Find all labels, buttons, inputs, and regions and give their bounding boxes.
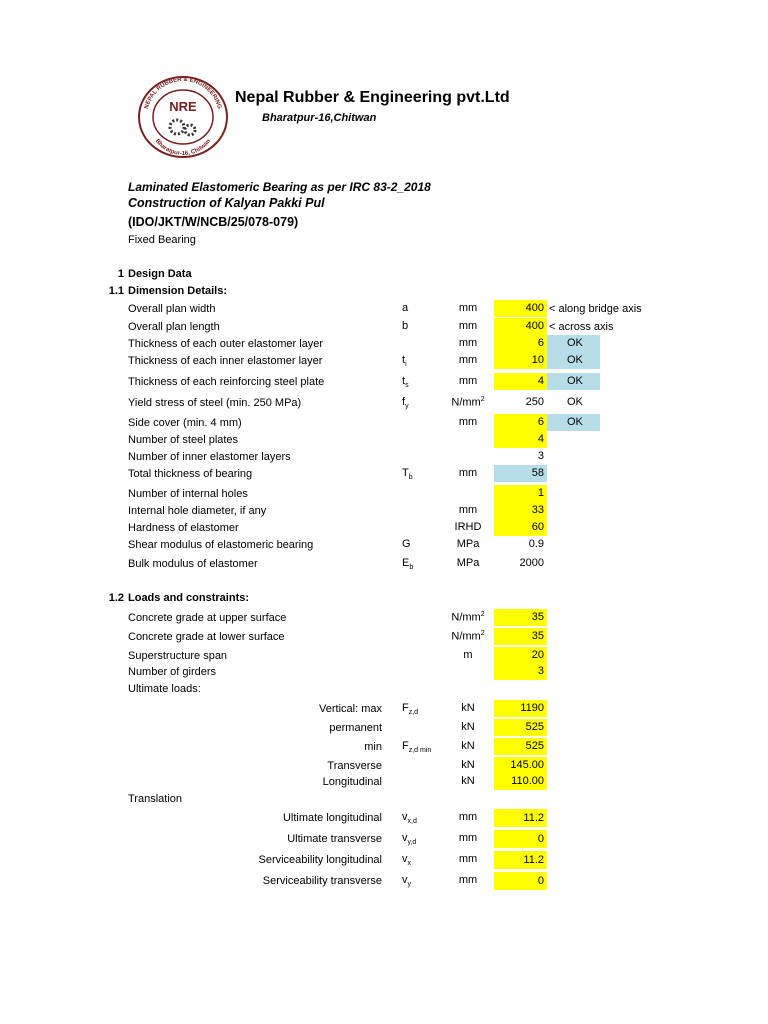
- row-label: Shear modulus of elastomeric bearing: [128, 539, 314, 551]
- dimension-row: [0, 394, 768, 411]
- bearing-type: Fixed Bearing: [128, 234, 196, 246]
- row-value[interactable]: 2000: [519, 557, 544, 569]
- row-value[interactable]: 33: [494, 502, 547, 519]
- unit: [446, 504, 490, 516]
- row-value[interactable]: 525: [494, 719, 547, 736]
- row-value[interactable]: 58: [494, 465, 547, 482]
- unit-text: mm: [458, 354, 478, 366]
- row-label: Superstructure span: [128, 650, 228, 662]
- ultimate-load-row: [0, 757, 768, 774]
- unit-text: mm: [458, 337, 478, 349]
- row-value[interactable]: 6: [494, 335, 547, 352]
- symbol-text: E: [402, 557, 410, 569]
- symbol-subscript: z,d: [408, 709, 419, 717]
- symbol-text: f: [402, 396, 406, 408]
- symbol: [402, 874, 432, 888]
- unit: [446, 740, 490, 752]
- row-note: < across axis: [549, 321, 614, 333]
- row-value[interactable]: 250: [525, 396, 544, 408]
- row-value[interactable]: 10: [494, 352, 547, 369]
- row-value[interactable]: 35: [494, 628, 547, 645]
- company-name: Nepal Rubber & Engineering pvt.Ltd: [235, 89, 510, 106]
- symbol: [402, 538, 432, 550]
- unit-text: kN: [461, 775, 475, 787]
- dimension-row: [0, 465, 768, 482]
- unit-text: mm: [458, 467, 478, 479]
- row-value[interactable]: 110.00: [494, 773, 547, 790]
- row-value[interactable]: 525: [494, 738, 547, 755]
- dimension-row: [0, 536, 768, 553]
- unit: [446, 874, 490, 886]
- row-value[interactable]: 4: [494, 373, 547, 390]
- unit-text: mm: [458, 874, 478, 886]
- unit-text: m: [463, 649, 473, 661]
- symbol-subscript: y,d: [407, 839, 417, 847]
- row-value[interactable]: 1190: [494, 700, 547, 717]
- dimension-row: [0, 414, 768, 431]
- row-value[interactable]: 60: [494, 519, 547, 536]
- symbol: [402, 396, 432, 410]
- section-1-1-number: 1.1: [108, 285, 124, 297]
- check-status: OK: [567, 396, 583, 408]
- row-label: Number of inner elastomer layers: [128, 451, 291, 463]
- row-value[interactable]: 11.2: [494, 851, 547, 869]
- dimension-row: [0, 300, 768, 317]
- unit: [446, 337, 490, 349]
- symbol: [402, 320, 432, 332]
- section-1-2-title: Loads and constraints:: [128, 592, 250, 604]
- row-label: permanent: [329, 722, 382, 734]
- row-value[interactable]: 11.2: [494, 809, 547, 827]
- ultimate-load-row: [0, 700, 768, 717]
- unit: [446, 759, 490, 771]
- dimension-row: [0, 335, 768, 352]
- unit: [446, 538, 490, 550]
- unit-text: mm: [458, 375, 478, 387]
- unit: [446, 396, 490, 409]
- symbol-text: v: [402, 811, 408, 823]
- symbol-text: T: [402, 467, 409, 479]
- row-label: Longitudinal: [322, 776, 382, 788]
- row-value[interactable]: 1: [494, 485, 547, 502]
- unit-text: kN: [461, 740, 475, 752]
- load-row: [0, 663, 768, 680]
- row-value[interactable]: 145.00: [494, 757, 547, 774]
- translation-row: [0, 851, 768, 869]
- row-value[interactable]: 400: [494, 300, 547, 317]
- symbol-subscript: x,d: [407, 818, 417, 826]
- symbol-subscript: y: [405, 403, 409, 411]
- unit-text: mm: [458, 416, 478, 428]
- check-status: OK: [547, 352, 600, 369]
- unit-text: MPa: [456, 557, 480, 569]
- unit: [446, 811, 490, 823]
- check-status: OK: [547, 373, 600, 390]
- row-value[interactable]: 0: [494, 872, 547, 890]
- unit-text: N/mm: [451, 396, 481, 409]
- unit-superscript: 2: [480, 396, 485, 403]
- unit: [446, 775, 490, 787]
- dimension-row: [0, 318, 768, 335]
- symbol: [402, 811, 432, 825]
- unit: [446, 702, 490, 714]
- row-label: Total thickness of bearing: [128, 468, 253, 480]
- symbol-text: G: [402, 538, 411, 550]
- symbol-subscript: z,d min: [408, 747, 432, 755]
- unit-text: IRHD: [454, 521, 482, 533]
- ultimate-loads-label: Ultimate loads:: [128, 683, 201, 695]
- symbol: [402, 702, 432, 716]
- unit-text: mm: [458, 320, 478, 332]
- translation-label: Translation: [128, 793, 183, 805]
- row-label: Bulk modulus of elastomer: [128, 558, 258, 570]
- document-title: Laminated Elastomeric Bearing as per IRC 83-2_2018: [128, 180, 431, 194]
- dimension-row: [0, 502, 768, 519]
- unit-text: mm: [458, 853, 478, 865]
- row-label: Number of internal holes: [128, 488, 248, 500]
- translation-row: [0, 872, 768, 890]
- row-value[interactable]: 0: [494, 830, 547, 848]
- row-label: Concrete grade at lower surface: [128, 631, 285, 643]
- svg-text:NEPAL RUBBER & ENGINEERING: NEPAL RUBBER & ENGINEERING: [143, 76, 223, 110]
- dimension-row: [0, 431, 768, 448]
- row-note: < along bridge axis: [549, 303, 642, 315]
- symbol-subscript: y: [407, 881, 411, 889]
- row-label: Concrete grade at upper surface: [128, 612, 287, 624]
- load-row: [0, 628, 768, 645]
- ultimate-load-row: [0, 738, 768, 755]
- symbol-text: b: [402, 320, 409, 332]
- unit-text: N/mm: [451, 630, 481, 643]
- row-label: Overall plan length: [128, 321, 220, 333]
- row-label: Serviceability longitudinal: [258, 854, 382, 866]
- svg-text:Bharatpur-16, Chitwan: Bharatpur-16, Chitwan: [153, 138, 213, 158]
- svg-text:NRE: NRE: [169, 99, 197, 114]
- symbol-subscript: s: [405, 382, 409, 390]
- project-name: Construction of Kalyan Pakki Pul: [128, 196, 325, 210]
- symbol-text: t: [402, 375, 406, 387]
- unit: [446, 853, 490, 865]
- row-value[interactable]: 6: [494, 414, 547, 431]
- check-status: OK: [547, 335, 600, 352]
- symbol-text: F: [402, 702, 409, 714]
- unit: [446, 416, 490, 428]
- row-label: Ultimate longitudinal: [282, 812, 382, 824]
- section-1-2-number: 1.2: [108, 592, 124, 604]
- symbol: [402, 302, 432, 314]
- ultimate-load-row: [0, 719, 768, 736]
- dimension-row: [0, 519, 768, 536]
- unit: [446, 611, 490, 624]
- symbol: [402, 354, 432, 368]
- unit-text: N/mm: [451, 611, 481, 624]
- symbol-subscript: i: [405, 361, 407, 369]
- row-label: Thickness of each outer elastomer layer: [128, 338, 324, 350]
- row-value[interactable]: 3: [494, 663, 547, 680]
- symbol-text: v: [402, 832, 408, 844]
- row-value[interactable]: 20: [494, 647, 547, 664]
- unit: [446, 354, 490, 366]
- unit: [446, 557, 490, 569]
- symbol: [402, 853, 432, 867]
- unit: [446, 832, 490, 844]
- unit-superscript: 2: [480, 630, 485, 637]
- row-label: Thickness of each inner elastomer layer: [128, 355, 323, 367]
- row-label: min: [364, 741, 382, 753]
- row-label: Vertical: max: [319, 703, 382, 715]
- contract-number: (IDO/JKT/W/NCB/25/078-079): [128, 215, 299, 229]
- row-label: Number of steel plates: [128, 434, 239, 446]
- row-label: Internal hole diameter, if any: [128, 505, 267, 517]
- symbol: [402, 740, 432, 754]
- dimension-row: [0, 485, 768, 502]
- unit: [446, 630, 490, 643]
- section-1-1-title: Dimension Details:: [128, 285, 228, 297]
- symbol-text: a: [402, 302, 409, 314]
- unit-text: mm: [458, 811, 478, 823]
- symbol-subscript: b: [409, 564, 414, 572]
- unit: [446, 302, 490, 314]
- check-status: OK: [547, 414, 600, 431]
- row-label: Side cover (min. 4 mm): [128, 417, 242, 429]
- unit-text: kN: [461, 759, 475, 771]
- row-label: Hardness of elastomer: [128, 522, 239, 534]
- unit-text: kN: [461, 702, 475, 714]
- section-1-title: Design Data: [128, 268, 192, 280]
- unit-text: kN: [461, 721, 475, 733]
- row-value[interactable]: 4: [494, 431, 547, 448]
- load-row: [0, 609, 768, 626]
- section-1-number: 1: [117, 268, 124, 280]
- unit: [446, 521, 490, 533]
- row-value[interactable]: 0.9: [528, 538, 544, 550]
- row-label: Ultimate transverse: [287, 833, 382, 845]
- symbol: [402, 832, 432, 846]
- row-value[interactable]: 35: [494, 609, 547, 626]
- symbol: [402, 557, 432, 571]
- dimension-row: [0, 373, 768, 390]
- unit-text: mm: [458, 504, 478, 516]
- symbol: [402, 375, 432, 389]
- unit: [446, 320, 490, 332]
- row-label: Thickness of each reinforcing steel plate: [128, 376, 325, 388]
- translation-row: [0, 830, 768, 848]
- dimension-row: [0, 448, 768, 465]
- row-label: Number of girders: [128, 666, 217, 678]
- unit-text: mm: [458, 832, 478, 844]
- symbol: [402, 467, 432, 481]
- unit: [446, 721, 490, 733]
- company-address: Bharatpur-16,Chitwan: [262, 112, 377, 124]
- row-value[interactable]: 400: [494, 318, 547, 335]
- row-label: Serviceability transverse: [262, 875, 382, 887]
- symbol-subscript: x: [407, 860, 411, 868]
- dimension-row: [0, 555, 768, 572]
- symbol-text: v: [402, 874, 408, 886]
- symbol-text: v: [402, 853, 408, 865]
- row-label: Transverse: [327, 760, 382, 772]
- load-row: [0, 647, 768, 664]
- unit-superscript: 2: [480, 611, 485, 618]
- unit-text: MPa: [456, 538, 480, 550]
- symbol-text: F: [402, 740, 409, 752]
- row-label: Overall plan width: [128, 303, 216, 315]
- unit-text: mm: [458, 302, 478, 314]
- symbol-text: t: [402, 354, 406, 366]
- translation-row: [0, 809, 768, 827]
- ultimate-load-row: [0, 773, 768, 790]
- dimension-row: [0, 352, 768, 369]
- unit: [446, 649, 490, 661]
- unit: [446, 375, 490, 387]
- company-logo: [137, 75, 229, 159]
- symbol-subscript: b: [408, 474, 413, 482]
- unit: [446, 467, 490, 479]
- row-value[interactable]: 3: [537, 450, 544, 462]
- row-label: Yield stress of steel (min. 250 MPa): [128, 397, 302, 409]
